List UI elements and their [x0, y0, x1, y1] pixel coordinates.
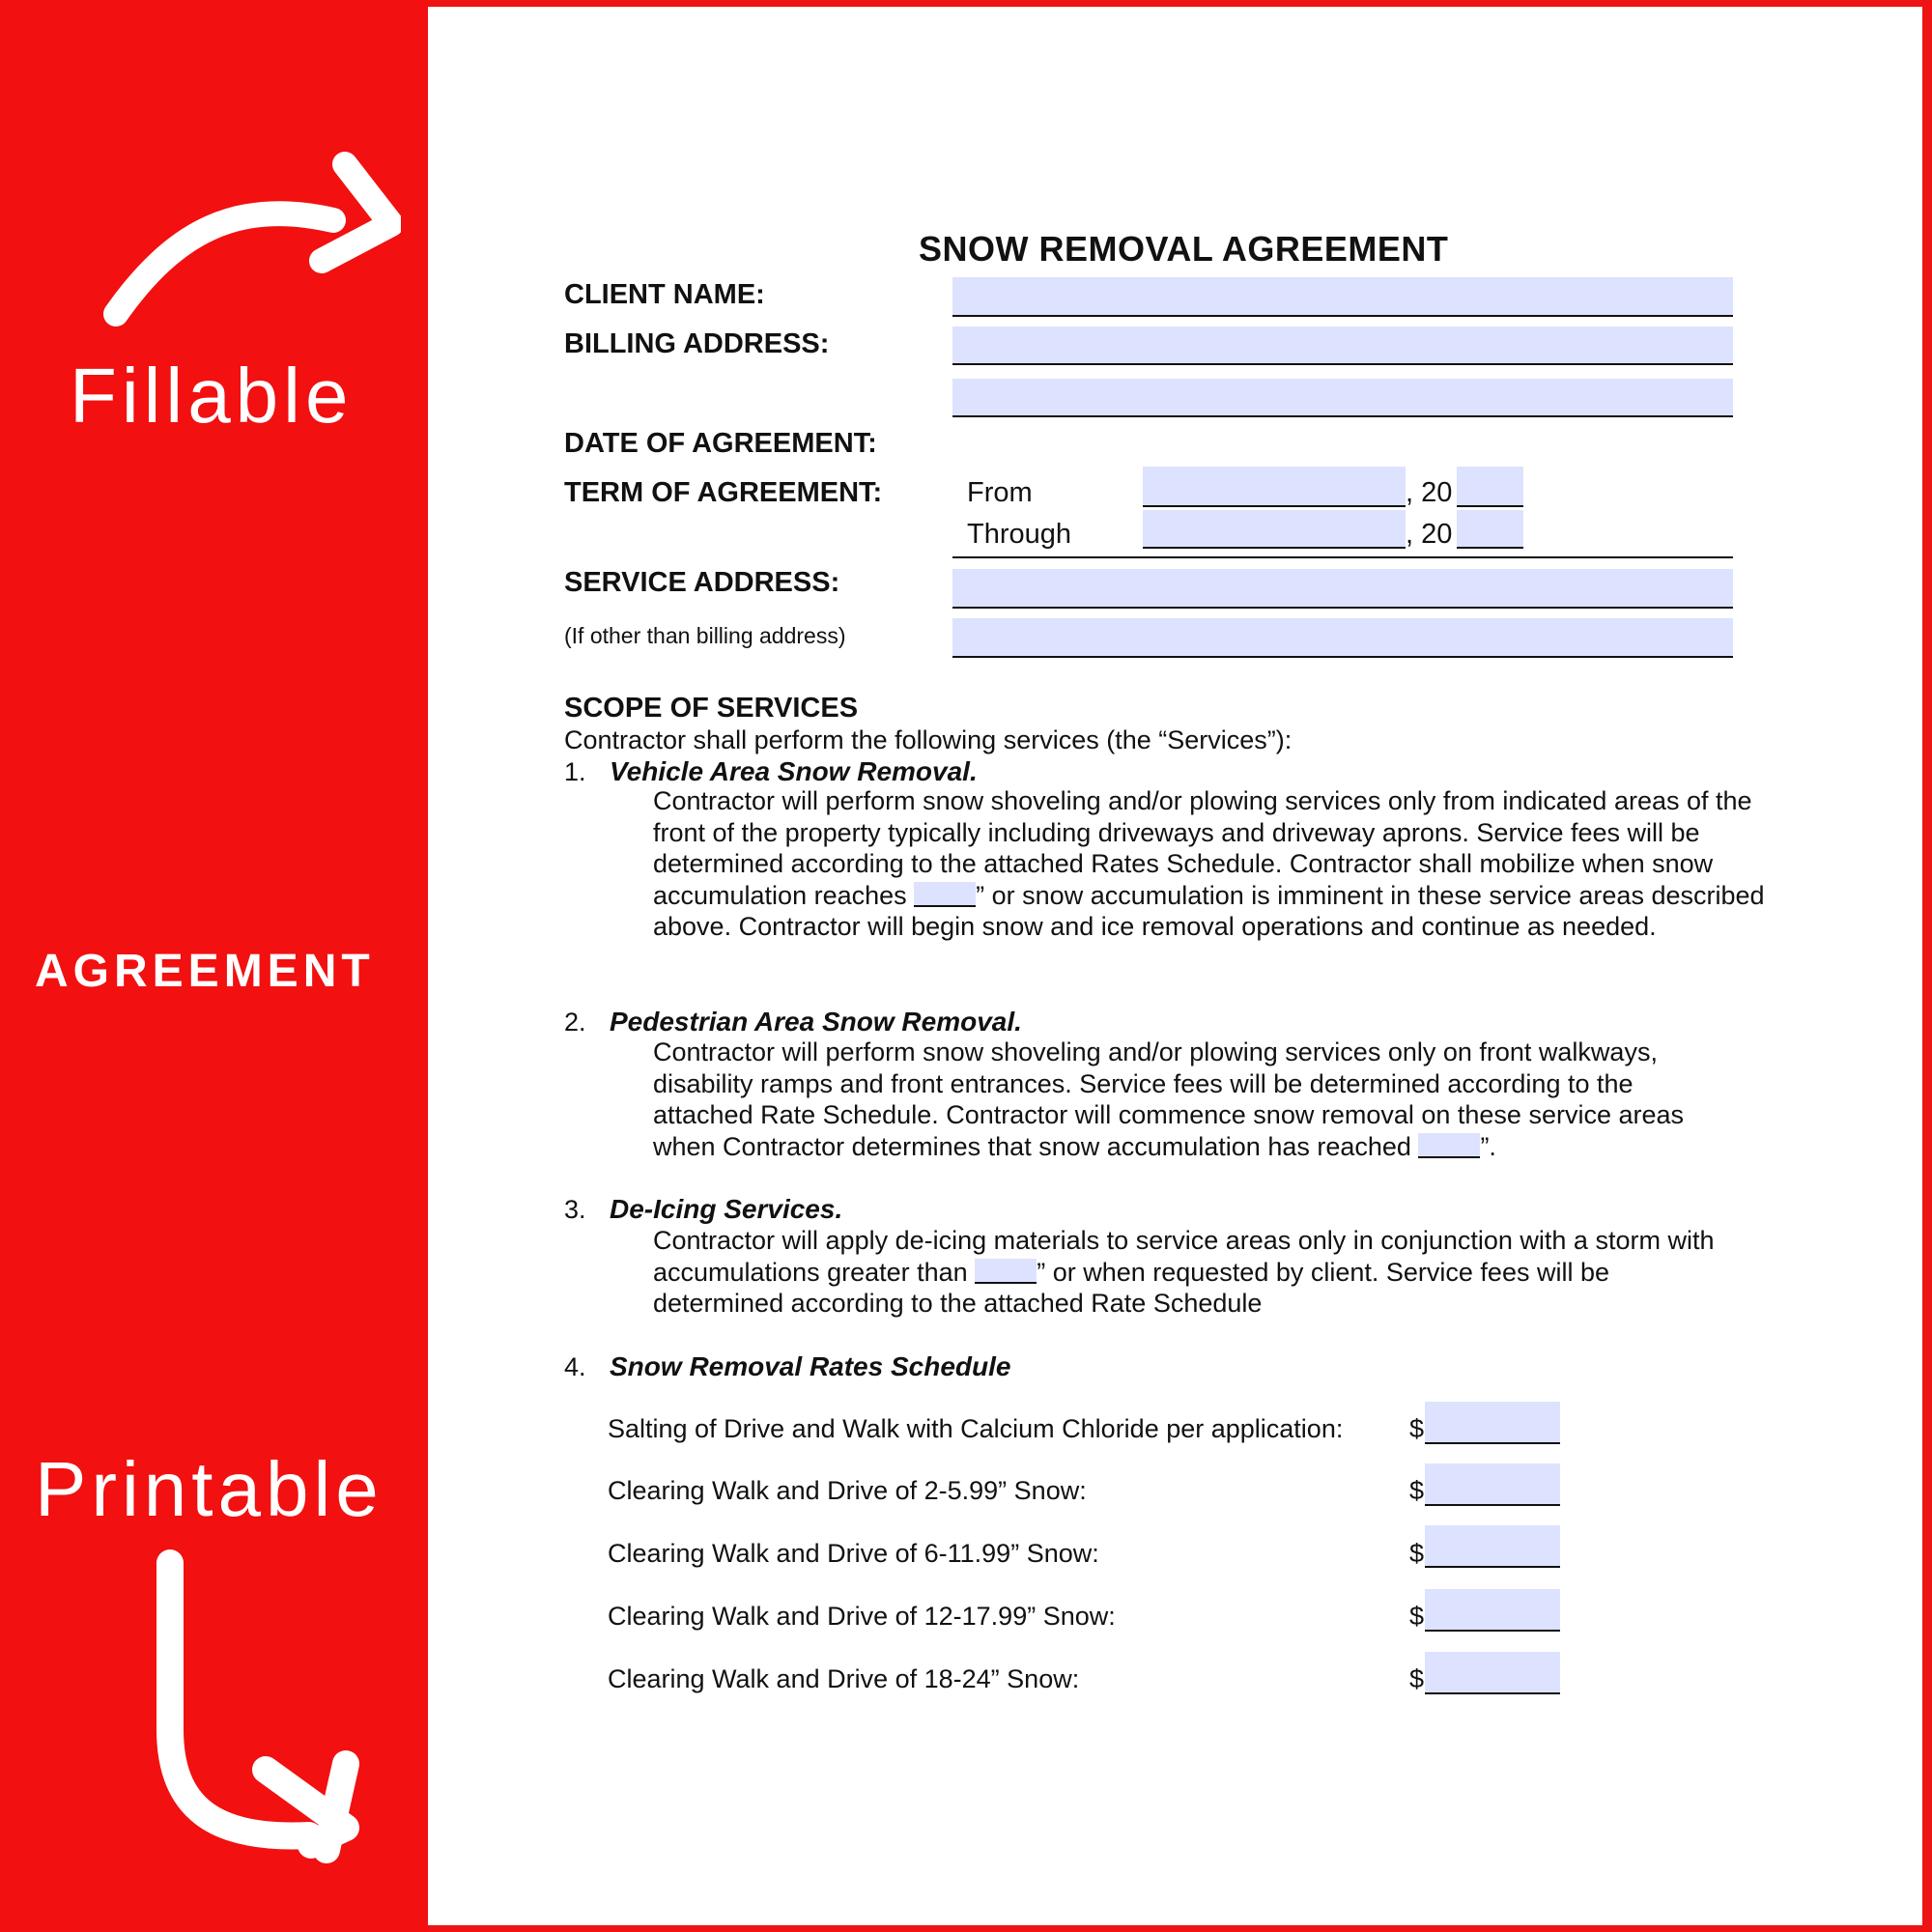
- item-number: 4.: [564, 1352, 586, 1381]
- rate-salting-field[interactable]: [1425, 1402, 1560, 1444]
- service-address-field-1[interactable]: [952, 569, 1733, 609]
- service-address-note: (If other than billing address): [564, 623, 846, 648]
- item-title: Vehicle Area Snow Removal.: [610, 756, 978, 786]
- item-title: De-Icing Services.: [610, 1194, 843, 1224]
- hook-arrow-down-right-icon: [135, 1546, 386, 1864]
- item-text: Contractor will perform snow shoveling and/or plowing services only on front walkways, disability ramps and front entrances. Service fees will be determined according to the attached Rate Schedule. Contractor will commence snow removal on these service areas when Contractor determines that snow accumulation has reached: [653, 1037, 1685, 1161]
- rate-label: Salting of Drive and Walk with Calcium Chloride per application:: [608, 1414, 1344, 1443]
- snow-accumulation-field[interactable]: [1418, 1133, 1480, 1158]
- item-description: [653, 785, 1793, 943]
- service-address-label: SERVICE ADDRESS:: [564, 567, 840, 598]
- rate-label: Clearing Walk and Drive of 2-5.99” Snow:: [608, 1476, 1087, 1505]
- currency-symbol: $: [1409, 1539, 1425, 1568]
- printable-label: Printable: [35, 1446, 384, 1532]
- rate-12-18-field[interactable]: [1425, 1589, 1560, 1632]
- currency-symbol: $: [1409, 1414, 1425, 1443]
- rate-label: Clearing Walk and Drive of 12-17.99” Snow:: [608, 1602, 1116, 1631]
- rate-label: Clearing Walk and Drive of 6-11.99” Snow:: [608, 1539, 1099, 1568]
- item-number: 1.: [564, 757, 586, 786]
- billing-address-label: BILLING ADDRESS:: [564, 328, 830, 359]
- item-text: ”.: [1480, 1131, 1496, 1161]
- fillable-label: Fillable: [70, 353, 354, 439]
- item-description: [653, 1225, 1745, 1320]
- date-of-agreement-label: DATE OF AGREEMENT:: [564, 428, 877, 459]
- item-text: Contractor will apply de-icing materials to service areas only in conjunction with a storm with accumulations greater than: [653, 1226, 1715, 1287]
- rate-6-12-field[interactable]: [1425, 1525, 1560, 1568]
- term-from-year-field[interactable]: [1457, 467, 1523, 507]
- curved-arrow-right-icon: [92, 145, 401, 338]
- client-name-field[interactable]: [952, 277, 1733, 317]
- item-number: 3.: [564, 1195, 586, 1224]
- from-year-prefix: , 20: [1406, 477, 1453, 508]
- rate-label: Clearing Walk and Drive of 18-24” Snow:: [608, 1664, 1080, 1693]
- through-year-prefix: , 20: [1406, 519, 1453, 550]
- item-text: ” or when requested by client. Service fees will be determined according to the attached Rate Schedule: [653, 1257, 1609, 1318]
- scope-intro: Contractor shall perform the following services (the “Services”):: [564, 725, 1293, 754]
- currency-symbol: $: [1409, 1602, 1425, 1631]
- rate-2-6-field[interactable]: [1425, 1463, 1560, 1506]
- snow-accumulation-field[interactable]: [975, 1259, 1037, 1284]
- item-text: ” or snow accumulation is imminent in these service areas described above. Contractor will begin snow and ice removal operations and continue as needed.: [653, 880, 1765, 941]
- currency-symbol: $: [1409, 1664, 1425, 1693]
- scope-heading: SCOPE OF SERVICES: [564, 693, 859, 724]
- divider: [952, 556, 1733, 558]
- item-title: Snow Removal Rates Schedule: [610, 1351, 1011, 1381]
- billing-address-field-2[interactable]: [952, 379, 1733, 417]
- item-text: Contractor will perform snow shoveling and/or plowing services only from indicated areas of the front of the property typically including driveways and driveway aprons. Service fees will be determined according to the attached Rates Schedule. Contractor shall mobilize when snow accumulation reaches: [653, 786, 1752, 910]
- billing-address-field-1[interactable]: [952, 327, 1733, 365]
- from-label: From: [967, 477, 1033, 508]
- client-name-label: CLIENT NAME:: [564, 279, 765, 310]
- agreement-label: AGREEMENT: [35, 946, 375, 997]
- service-address-field-2[interactable]: [952, 618, 1733, 658]
- term-of-agreement-label: TERM OF AGREEMENT:: [564, 477, 883, 508]
- item-title: Pedestrian Area Snow Removal.: [610, 1007, 1022, 1037]
- document-page: [428, 7, 1922, 1925]
- term-through-date-field[interactable]: [1143, 510, 1406, 549]
- currency-symbol: $: [1409, 1476, 1425, 1505]
- item-number: 2.: [564, 1008, 586, 1037]
- rate-18-24-field[interactable]: [1425, 1652, 1560, 1694]
- through-label: Through: [967, 519, 1072, 550]
- snow-accumulation-field[interactable]: [914, 882, 976, 907]
- term-from-date-field[interactable]: [1143, 467, 1406, 507]
- page-title: SNOW REMOVAL AGREEMENT: [919, 229, 1449, 269]
- term-through-year-field[interactable]: [1457, 510, 1523, 549]
- sidebar-banner: [0, 0, 428, 1932]
- item-description: [653, 1037, 1735, 1162]
